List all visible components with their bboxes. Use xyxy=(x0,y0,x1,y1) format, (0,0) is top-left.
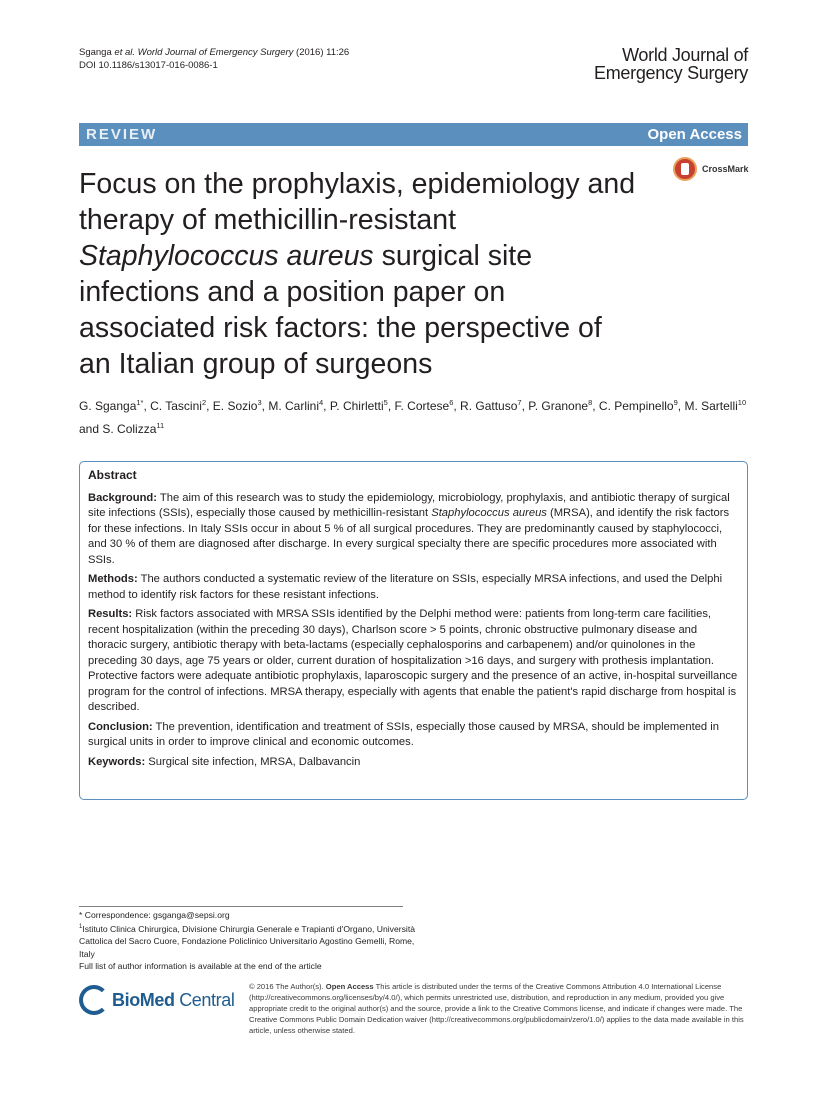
author[interactable]: P. Granone$^8$ xyxy=(528,398,593,413)
author[interactable]: G. Sganga$^{1*}$ xyxy=(79,398,144,413)
footnotes xyxy=(79,909,419,972)
open-access-label: Open Access xyxy=(647,126,742,143)
citation-year: (2016) 11:26 xyxy=(293,47,350,58)
author[interactable]: C. Tascini$^2$ xyxy=(150,398,207,413)
license-statement: © 2016 The Author(s). Open Access This article is distributed under the terms of the Creative Commons Attribution 4.0 International License (http://creativecommons.org/licenses/by/4.0/), which permits unrestricted use, distribution, and reproduction in any medium, provided you give appropriate credit to the original author(s) and the source, provide a link to the Creative Commons license, and indicate if changes were made. The Creative Commons Public Domain Dedication waiver (http://creativecommons.org/publicdomain/zero/1.0/) applies to the data made available in this article, unless otherwise stated. xyxy=(249,982,744,1035)
biomed-central-wordmark: BioMed Central xyxy=(112,990,235,1010)
citation-header xyxy=(79,46,349,72)
journal-name xyxy=(594,46,748,82)
author[interactable]: C. Pempinello$^9$ xyxy=(598,398,678,413)
author[interactable]: E. Sozio$^3$ xyxy=(212,398,262,413)
citation-authors: Sganga xyxy=(79,47,112,58)
article-title xyxy=(79,166,639,382)
abstract-results: Results: Risk factors associated with MRSA SSIs identified by the Delphi method were: patients from long-term care facilities, recent hospitalization (within the preceding 30 days), Charlson score > 5 points, chronic obstructive pulmonary disease and thoracic surgery, antibiotic therapy with beta-lactams (especially cephalosporins and carbapenem) and/or quinolones in the preceding 30 days, age 75 years or older, current duration of hospitalization >16 days, and surgery with prothesis implantation. Protective factors were adequate antibiotic prophylaxis, laparoscopic surgery and the presence of an active, in-hospital surveillance program for the control of infections. MRSA therapy, especially with agents that enable the patient's rapid discharge from hospital is described. xyxy=(88,608,738,713)
author[interactable]: M. Carlini$^4$ xyxy=(268,398,324,413)
title-part-2: surgical site infections and a position paper on associated risk factors: the perspective of an Italian group of surgeons xyxy=(79,240,602,380)
author-info-note: Full list of author information is available at the end of the article xyxy=(79,961,322,972)
biomed-central-ring-icon xyxy=(79,985,109,1015)
abstract-background: Background: The aim of this research was to study the epidemiology, microbiology, prophylaxis, and antibiotic therapy of surgical site infections (SSIs), especially those caused by methicillin-resistant Staphylococcus aureus (MRSA), and identify the risk factors for these infections. In Italy SSIs occur in about 5 % of all surgical procedures. They are predominantly caused by staphylococci, and 30 % of them are diagnosed after discharge. In every surgical specialty there are specific procedures more associated with SSIs. xyxy=(88,491,730,566)
biomed-central-logo[interactable] xyxy=(79,985,239,1019)
crossmark-icon xyxy=(673,157,697,181)
journal-name-line2: Emergency Surgery xyxy=(594,63,748,83)
citation-journal: et al. World Journal of Emergency Surgery xyxy=(111,47,294,58)
author[interactable]: P. Chirletti$^5$ xyxy=(329,398,388,413)
abstract-heading: Abstract xyxy=(88,468,137,482)
abstract-conclusion: Conclusion: The prevention, identification and treatment of SSIs, especially those caused by MRSA, should be implemented in surgical units in order to improve clinical and economic outcomes. xyxy=(88,720,719,748)
abstract-methods: Methods: The authors conducted a systematic review of the literature on SSIs, especially MRSA infections, and used the Delphi method to identify risk factors for these resistant infections. xyxy=(88,573,723,601)
author[interactable]: R. Gattuso$^7$ xyxy=(460,398,522,413)
abstract-keywords: Keywords: Surgical site infection, MRSA, Dalbavancin xyxy=(88,755,361,768)
article-type-band xyxy=(79,123,748,146)
citation-line xyxy=(79,46,349,59)
correspondence[interactable]: * Correspondence: gsganga@sepsi.org xyxy=(79,910,230,920)
author[interactable]: S. Colizza$^{11}$ xyxy=(102,421,165,436)
journal-name-line1: World Journal of xyxy=(622,45,748,65)
author[interactable]: M. Sartelli$^{10}$ xyxy=(684,398,747,413)
crossmark-label: CrossMark xyxy=(702,164,749,174)
title-italic: Staphylococcus aureus xyxy=(79,240,374,272)
author[interactable]: F. Cortese$^6$ xyxy=(394,398,454,413)
affiliation: $^1$Istituto Clinica Chirurgica, Divisione Chirurgia Generale e Trapianti d'Organo, Università Cattolica del Sacro Cuore, Fondazione Policlinico Universitario Agostino Gemelli, Rome, Italy xyxy=(79,924,415,959)
footnote-divider xyxy=(79,906,403,907)
title-part-1: Focus on the prophylaxis, epidemiology and therapy of methicillin-resistant xyxy=(79,168,636,236)
crossmark-badge[interactable] xyxy=(673,157,753,185)
abstract-box xyxy=(79,461,748,800)
author-list: G. Sganga$^{1*}$, C. Tascini$^2$, E. Sozio$^3$, M. Carlini$^4$, P. Chirletti$^5$, F. Cortese$^6$, R. Gattuso$^7$, P. Granone$^8$, C. Pempinello$^9$, M. Sartelli$^{10}$ and S. Colizza$^{11}$ xyxy=(79,398,747,436)
doi-line[interactable]: DOI 10.1186/s13017-016-0086-1 xyxy=(79,60,218,71)
article-type-label: REVIEW xyxy=(86,126,158,143)
